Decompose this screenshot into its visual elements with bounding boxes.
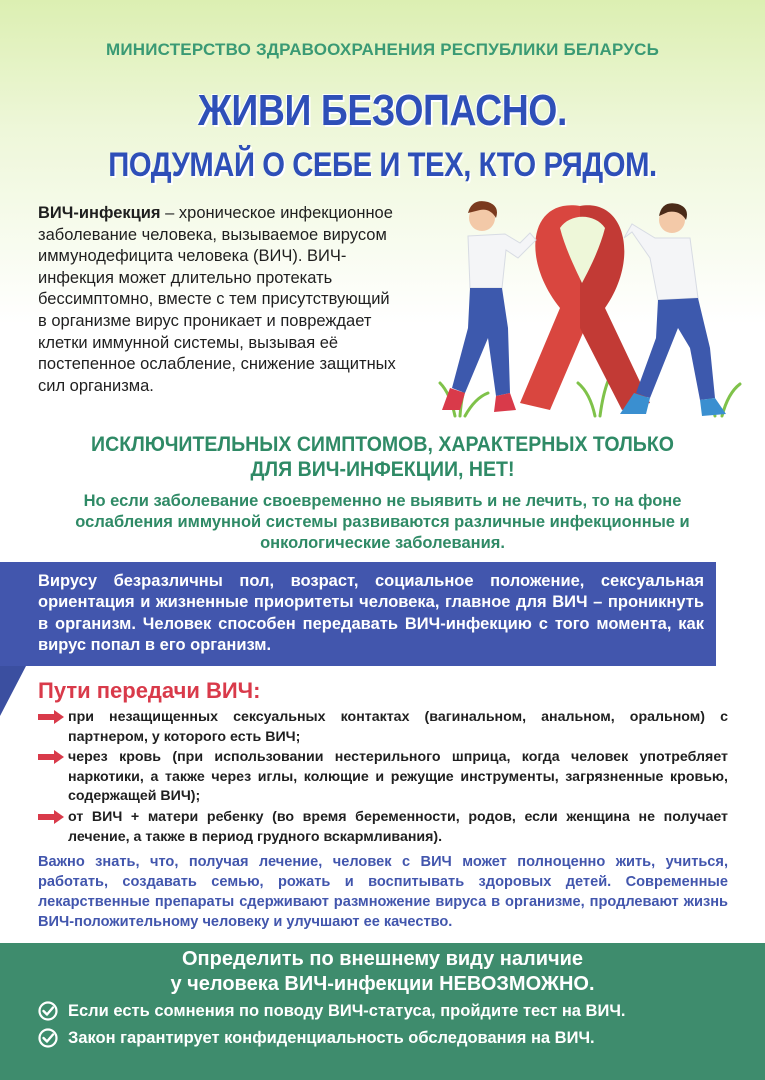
red-arrow-icon [38, 710, 64, 724]
symptoms-subtext: Но если заболевание своевременно не выявить и не лечить, то на фоне ослабления иммунной системы развиваются различные инфекционные и онкологические заболевания. [75, 492, 690, 552]
route-text: от ВИЧ + матери ребенку (во время беременности, родов, если женщина не получает лечение, а также в период грудного вскармливания). [68, 809, 728, 845]
footer-title-line1: Определить по внешнему виду наличие [181, 948, 584, 970]
route-item-blood [38, 748, 728, 807]
symptoms-line1: ИСКЛЮЧИТЕЛЬНЫХ СИМПТОМОВ, ХАРАКТЕРНЫХ ТОЛЬКО [91, 433, 674, 456]
intro-definition: – хроническое инфекционное заболевание человека, вызываемое вирусом иммунодефицита человека (ВИЧ). ВИЧ-инфекция может длительно протекать бессимптомно, вместе с тем присутствующий в организме вирус проникает и повреждает клетки иммунной системы, вызывая её постепенное ослабление, снижение защитных сил организма. [38, 204, 396, 395]
ribbon-icon [520, 205, 650, 410]
grass-icon [440, 373, 740, 416]
check-circle-icon [38, 1001, 58, 1021]
route-item-mother-child [38, 808, 728, 847]
footer-check-item [38, 1001, 738, 1023]
virus-info-band [0, 562, 716, 666]
red-arrow-icon [38, 810, 64, 824]
routes-title: Пути передачи ВИЧ: [38, 678, 261, 703]
route-text: через кровь (при использовании нестерильного шприца, когда человек употребляет наркотики, а также через иглы, колющие и режущие инструменты, загрязненные кровью, содержащей ВИЧ); [68, 749, 728, 804]
main-title-line2: ПОДУМАЙ О СЕБЕ И ТЕХ, КТО РЯДОМ. [108, 146, 657, 184]
check-circle-icon [38, 1028, 58, 1048]
decorative-corner [0, 666, 26, 716]
route-item-sexual [38, 708, 728, 747]
red-ribbon-illustration [410, 188, 760, 428]
intro-term: ВИЧ-инфекция [38, 204, 161, 222]
ministry-header: МИНИСТЕРСТВО ЗДРАВООХРАНЕНИЯ РЕСПУБЛИКИ БЕЛАРУСЬ [105, 40, 659, 59]
route-text: при незащищенных сексуальных контактах (вагинальном, анальном, оральном) с партнером, у которого есть ВИЧ; [68, 709, 728, 745]
footer-title-line2: у человека ВИЧ-инфекции НЕВОЗМОЖНО. [170, 972, 595, 995]
footer-band [0, 943, 765, 1080]
important-note: Важно знать, что, получая лечение, человек с ВИЧ может полноценно жить, учиться, работать, создавать семью, рожать и воспитывать здоровых детей. Современные лекарственные препараты сдерживают размножение вируса в организме, продлевают жизнь ВИЧ-положительному человеку и улучшают ее качество. [38, 854, 728, 930]
main-title-line1: ЖИВИ БЕЗОПАСНО. [198, 86, 567, 135]
symptoms-heading [27, 432, 738, 482]
virus-info-text: Вирусу безразличны пол, возраст, социальное положение, сексуальная ориентация и жизненные приоритеты человека, главное для ВИЧ – проникнуть в организм. Человек способен передавать ВИЧ-инфекцию с того момента, как вирус попал в его организм. [38, 572, 704, 654]
footer-check-text: Если есть сомнения по поводу ВИЧ-статуса, пройдите тест на ВИЧ. [68, 1002, 626, 1020]
footer-title [0, 947, 765, 996]
footer-check-item [38, 1028, 738, 1050]
symptoms-line2: ДЛЯ ВИЧ-ИНФЕКЦИИ, НЕТ! [250, 458, 515, 481]
intro-paragraph [38, 203, 398, 397]
footer-check-text: Закон гарантирует конфиденциальность обследования на ВИЧ. [68, 1029, 595, 1047]
red-arrow-icon [38, 750, 64, 764]
woman-figure-icon [442, 201, 536, 412]
